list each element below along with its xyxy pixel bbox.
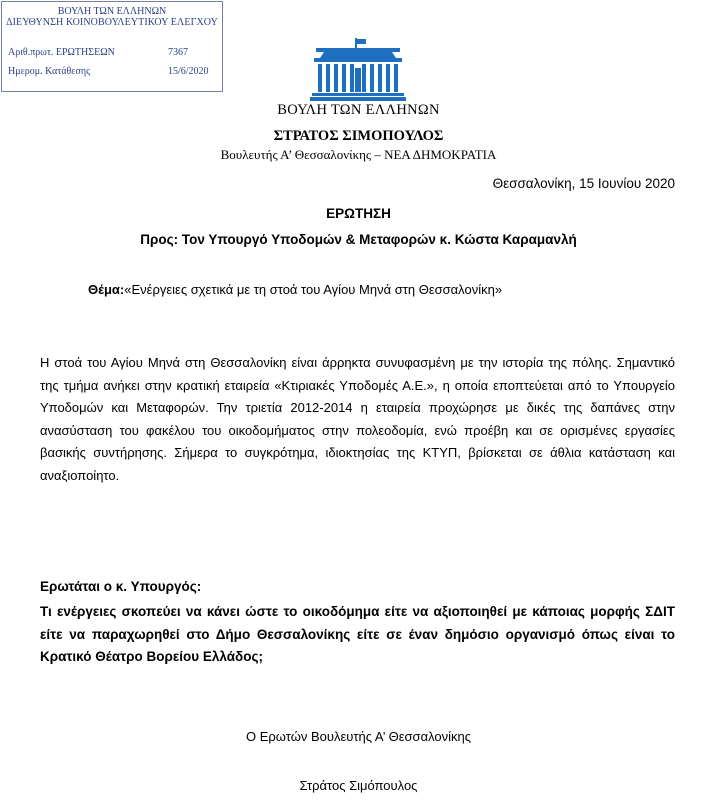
question-text: Τι ενέργειες σκοπεύει να κάνει ώστε το οικοδόμημα είτε να αξιοποιηθεί με κάποιας μορφής ΣΔΙΤ είτε να παραχωρηθεί στο Δήμο Θεσσαλονίκης είτε σε έναν δημόσιο οργανισμό όπως είναι το Κρατικό Θέατρο Βορείου Ελλάδος;	[40, 604, 675, 665]
recipient-line: Προς: Τον Υπουργό Υποδομών & Μεταφορών κ. Κώστα Καραμανλή	[140, 232, 577, 247]
stamp-date-value: 15/6/2020	[168, 66, 209, 77]
stamp-directorate: ΔΙΕΥΘΥΝΣΗ ΚΟΙΝΟΒΟΥΛΕΥΤΙΚΟΥ ΕΛΕΓΧΟΥ	[6, 17, 218, 28]
signature-name: Στράτος Σιμόπουλος	[299, 778, 418, 793]
stamp-protocol-label: Αριθ.πρωτ. ΕΡΩΤΗΣΕΩΝ	[8, 47, 115, 58]
subject-line	[88, 282, 502, 297]
signature-role: Ο Ερωτών Βουλευτής Α’ Θεσσαλονίκης	[245, 729, 472, 744]
stamp-date-label: Ημερομ. Κατάθεσης	[8, 66, 91, 77]
subject-text: «Ενέργειες σχετικά με τη στοά του Αγίου Μηνά στη Θεσσαλονίκη»	[124, 282, 503, 297]
stamp-protocol-value: 7367	[168, 47, 188, 58]
filing-stamp	[1, 1, 223, 92]
subject-label: Θέμα:	[88, 282, 125, 297]
parliament-building-icon	[310, 38, 406, 102]
place-date: Θεσσαλονίκη, 15 Ιουνίου 2020	[492, 176, 675, 191]
stamp-parliament-name: ΒΟΥΛΗ ΤΩΝ ΕΛΛΗΝΩΝ	[57, 6, 167, 17]
mp-name: ΣΤΡΑΤΟΣ ΣΙΜΟΠΟΥΛΟΣ	[273, 128, 444, 144]
body-paragraph: Η στοά του Αγίου Μηνά στη Θεσσαλονίκη είναι άρρηκτα συνυφασμένη με την ιστορία της πόλης. Σημαντικό της τμήμα ανήκει στην κρατική εταιρεία «Κτιριακές Υποδομές Α.Ε.», η οποία εποπτεύεται από το Υπουργείο Υποδομών και Μεταφορών. Την τριετία 2012-2014 η εταιρεία προχώρησε με δικές της δαπάνες στην ανασύσταση του φακέλου του οικοδομήματος στην πολεοδομία, ενώ προέβη και σε ορισμένες εργασίες βασικής συντήρησης. Σήμερα το συγκρότημα, ιδιοκτησίας της ΚΤΥΠ, βρίσκεται σε άθλια κατάσταση και αναξιοποίητο.	[40, 355, 675, 483]
question-heading: Ερωτάται ο κ. Υπουργός:	[40, 579, 202, 594]
mp-role: Βουλευτής Α’ Θεσσαλονίκης – ΝΕΑ ΔΗΜΟΚΡΑΤΙΑ	[220, 147, 497, 162]
document-title: ΕΡΩΤΗΣΗ	[326, 206, 391, 221]
parliament-heading: ΒΟΥΛΗ ΤΩΝ ΕΛΛΗΝΩΝ	[277, 102, 440, 118]
